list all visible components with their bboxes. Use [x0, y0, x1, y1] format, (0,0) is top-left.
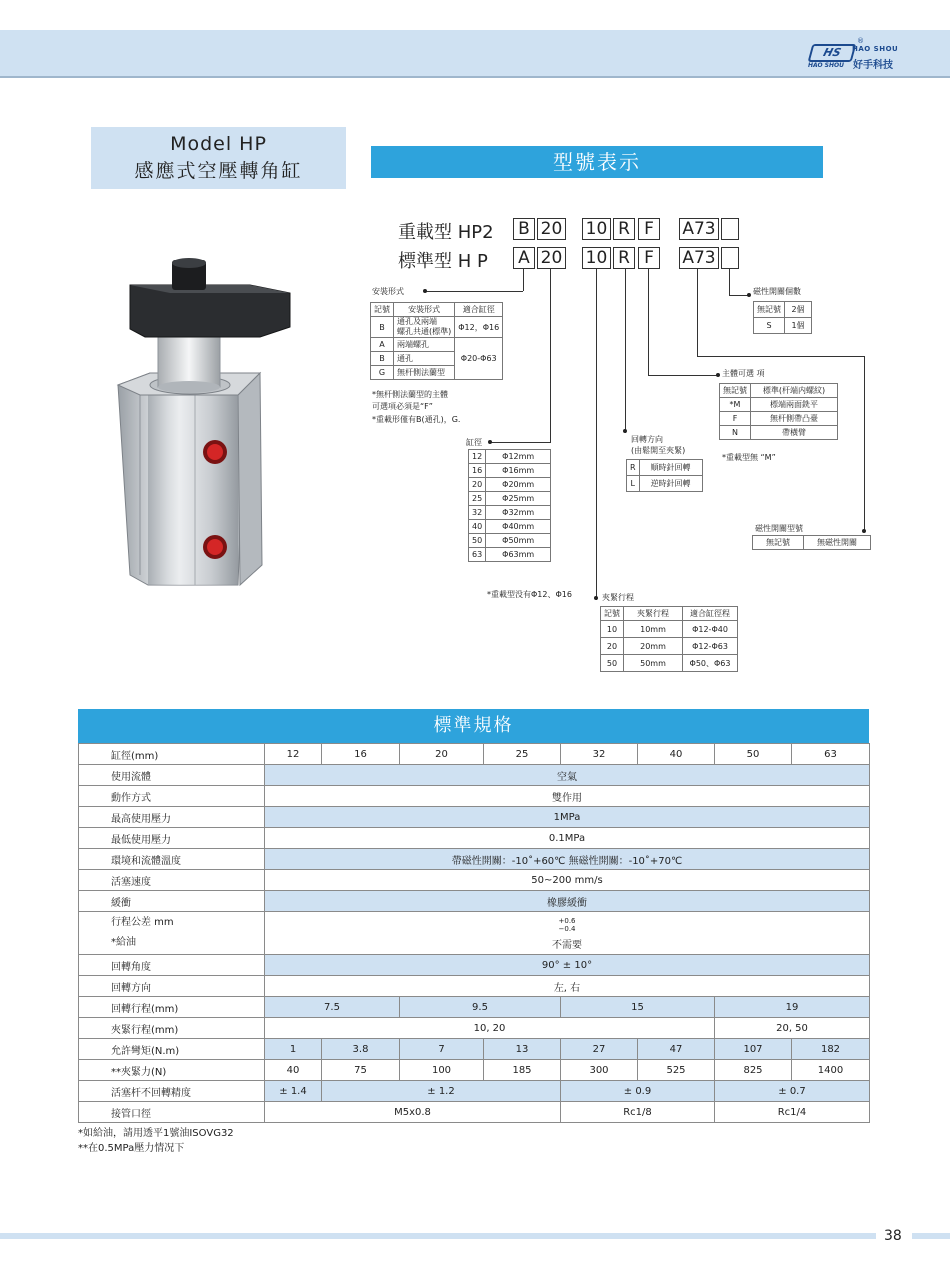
mount-fit: Φ20-Φ63 [455, 338, 503, 380]
spec-value: 525 [638, 1060, 715, 1081]
row-label: 活塞速度 [79, 870, 265, 891]
connector-option [648, 269, 649, 375]
mount-desc: 兩端螺孔 [394, 338, 455, 352]
header-band [0, 30, 950, 76]
model-title: Model HP [170, 133, 267, 155]
connector-count-h [729, 295, 749, 296]
mount-code: B [371, 317, 394, 338]
tol-plus: +0.6 [558, 917, 576, 925]
row-label: 回轉角度 [79, 955, 265, 976]
option-table [719, 383, 838, 440]
switch-type-table [752, 535, 871, 550]
code-heavy-count [721, 218, 739, 240]
bore-code: 16 [469, 464, 486, 478]
spec-title: 標準規格 [78, 709, 869, 743]
row-label: 動作方式 [79, 786, 265, 807]
row-label: 回轉方向 [79, 976, 265, 997]
bore-size: Φ20mm [486, 478, 551, 492]
bore-code: 12 [469, 450, 486, 464]
bore-size: Φ63mm [486, 548, 551, 562]
spec-note: *如給油，請用透平1號油ISOVG32 [78, 1128, 234, 1139]
switch-type-title: 磁性開關型號 [755, 524, 803, 533]
clamp-code: 20 [601, 638, 624, 655]
clamp-fit: Φ50、Φ63 [683, 655, 738, 672]
spec-value: 雙作用 [265, 786, 870, 807]
spec-value [265, 912, 870, 955]
option-header: 標準(杆端内螺紋) [751, 384, 838, 398]
connector-count [729, 269, 730, 295]
option-title: 主體可選 項 [722, 369, 765, 378]
bore-cell: 50 [715, 744, 792, 765]
row-label [79, 912, 265, 955]
code-standard-rotation: R [613, 247, 635, 269]
spec-value: ± 1.4 [265, 1081, 322, 1102]
switch-count-title: 磁性開關個數 [753, 287, 801, 296]
footer-band-right [912, 1233, 950, 1239]
option-desc: 無杆側帶凸臺 [751, 412, 838, 426]
spec-value: 47 [638, 1039, 715, 1060]
spec-value: 9.5 [400, 997, 561, 1018]
connector-option-dot [716, 373, 720, 377]
spec-value: ± 0.9 [561, 1081, 715, 1102]
bore-cell: 40 [638, 744, 715, 765]
bore-code: 32 [469, 506, 486, 520]
spec-value: ± 1.2 [322, 1081, 561, 1102]
bore-cell: 20 [400, 744, 484, 765]
option-desc: 帶橫臂 [751, 426, 838, 440]
spec-value: ± 0.7 [715, 1081, 870, 1102]
spec-value: 182 [792, 1039, 870, 1060]
bore-size: Φ32mm [486, 506, 551, 520]
spec-value: 825 [715, 1060, 792, 1081]
spec-value: Rc1/4 [715, 1102, 870, 1123]
code-heavy-mount: B [513, 218, 535, 240]
spec-value: M5x0.8 [265, 1102, 561, 1123]
spec-value: 10, 20 [265, 1018, 715, 1039]
code-standard-bore: 20 [537, 247, 566, 269]
mount-note: *無杆側法蘭型的主體 [372, 390, 448, 399]
clamp-code: 50 [601, 655, 624, 672]
spec-value: 100 [400, 1060, 484, 1081]
option-code: *M [720, 398, 751, 412]
mount-note: *重載形僅有B(通孔)，G. [372, 415, 461, 424]
spec-value: 20, 50 [715, 1018, 870, 1039]
spec-value: 40 [265, 1060, 322, 1081]
bore-size: Φ25mm [486, 492, 551, 506]
spec-value: 27 [561, 1039, 638, 1060]
mount-header: 適合缸徑 [455, 303, 503, 317]
rotation-table [626, 459, 703, 492]
connector-mount-dot [423, 289, 427, 293]
bore-size: Φ40mm [486, 520, 551, 534]
connector-bore [550, 269, 551, 443]
row-label: 夾緊行程(mm) [79, 1018, 265, 1039]
bore-cell: 32 [561, 744, 638, 765]
clamp-stroke: 50mm [624, 655, 683, 672]
row-label: 使用流體 [79, 765, 265, 786]
bore-cell: 16 [322, 744, 400, 765]
rotation-title: 回轉方向 [631, 435, 663, 444]
code-standard-stroke: 10 [582, 247, 611, 269]
connector-mount [523, 269, 524, 291]
switch-type-desc: 無磁性開關 [804, 536, 871, 550]
connector-rotation [625, 269, 626, 433]
switch-count-value: 2個 [785, 302, 812, 318]
clamp-header: 夾緊行程 [624, 607, 683, 621]
spec-value: 1400 [792, 1060, 870, 1081]
mount-header: 安裝形式 [394, 303, 455, 317]
connector-stroke [596, 269, 597, 600]
brand-logo: HS [808, 44, 857, 62]
mount-desc-line: 通孔及兩端 [397, 317, 437, 326]
connector-bore-dot [488, 440, 492, 444]
spec-value: 帶磁性開關：-10˚+60℃ 無磁性開關：-10˚+70℃ [265, 849, 870, 870]
connector-option-h [648, 375, 718, 376]
spec-value: 50~200 mm/s [265, 870, 870, 891]
mount-desc: 無杆側法蘭型 [394, 366, 455, 380]
clamp-header: 適合缸徑程 [683, 607, 738, 621]
mount-table [370, 302, 503, 380]
spec-value: 7.5 [265, 997, 400, 1018]
clamp-stroke: 10mm [624, 621, 683, 638]
option-desc: 標端兩面銑平 [751, 398, 838, 412]
tol-label: 行程公差 mm [111, 917, 174, 928]
bore-code: 20 [469, 478, 486, 492]
clamp-code: 10 [601, 621, 624, 638]
mount-note: 可選項必須是“F” [372, 402, 433, 411]
row-label: 最高使用壓力 [79, 807, 265, 828]
code-heavy-option: F [638, 218, 660, 240]
footer-band [0, 1233, 876, 1239]
spec-value: 15 [561, 997, 715, 1018]
spec-value: 90° ± 10° [265, 955, 870, 976]
option-code: F [720, 412, 751, 426]
bore-cell: 25 [484, 744, 561, 765]
spec-note: **在0.5MPa壓力情况下 [78, 1143, 185, 1154]
brand-name-en: HAO SHOU [852, 45, 899, 53]
row-label: 回轉行程(mm) [79, 997, 265, 1018]
connector-rotation-dot [623, 429, 627, 433]
model-subtitle: 感應式空壓轉角缸 [134, 160, 303, 182]
connector-switch-dot [862, 529, 866, 533]
spec-value: 185 [484, 1060, 561, 1081]
code-standard-switch: A73 [679, 247, 719, 269]
clamp-fit: Φ12-Φ63 [683, 638, 738, 655]
mount-header: 記號 [371, 303, 394, 317]
connector-switch [697, 269, 698, 356]
code-heavy-stroke: 10 [582, 218, 611, 240]
bore-size: Φ50mm [486, 534, 551, 548]
mount-desc-line: 螺孔共通(標準) [397, 327, 452, 336]
clamp-stroke: 20mm [624, 638, 683, 655]
spec-value: 1 [265, 1039, 322, 1060]
row-label: 允許彎矩(N.m) [79, 1039, 265, 1060]
mount-code: B [371, 352, 394, 366]
spec-value: 7 [400, 1039, 484, 1060]
switch-count-table [753, 301, 812, 334]
spec-value: 左, 右 [265, 976, 870, 997]
mount-title: 安裝形式 [372, 287, 404, 296]
bore-size: Φ16mm [486, 464, 551, 478]
mount-code: A [371, 338, 394, 352]
code-standard-label: 標準型 H P [398, 251, 488, 272]
spec-value: 107 [715, 1039, 792, 1060]
clamp-header: 記號 [601, 607, 624, 621]
row-label: **夾緊力(N) [79, 1060, 265, 1081]
switch-count-code: 無記號 [754, 302, 785, 318]
row-label: 活塞杆不回轉精度 [79, 1081, 265, 1102]
brand-name-en-small: HAO SHOU [808, 62, 844, 69]
code-standard-count [721, 247, 739, 269]
spec-value: 橡膠緩衝 [265, 891, 870, 912]
row-label: 最低使用壓力 [79, 828, 265, 849]
rotation-code: R [627, 460, 640, 476]
option-code: N [720, 426, 751, 440]
option-header: 無記號 [720, 384, 751, 398]
connector-switch-v [864, 356, 865, 532]
spec-value: 3.8 [322, 1039, 400, 1060]
spec-value: 19 [715, 997, 870, 1018]
cylinder-illustration [100, 255, 300, 590]
mount-desc [394, 317, 455, 338]
connector-switch-h [697, 356, 865, 357]
rotation-code: L [627, 476, 640, 492]
switch-count-value: 1個 [785, 318, 812, 334]
lube-value: 不需要 [552, 940, 582, 951]
switch-count-code: S [754, 318, 785, 334]
rotation-desc: 逆時針回轉 [639, 476, 702, 492]
spec-value: 75 [322, 1060, 400, 1081]
option-note: *重載型無 “M” [722, 453, 776, 462]
code-standard-option: F [638, 247, 660, 269]
section-title: 型號表示 [371, 146, 823, 178]
bore-code: 25 [469, 492, 486, 506]
mount-fit: Φ12，Φ16 [455, 317, 503, 338]
spec-value: 1MPa [265, 807, 870, 828]
code-heavy-rotation: R [613, 218, 635, 240]
rotation-desc: 順時針回轉 [639, 460, 702, 476]
bore-note: *重載型没有Φ12、Φ16 [487, 590, 572, 599]
bore-title: 缸徑 [466, 438, 482, 447]
spec-table [78, 743, 870, 1123]
code-heavy-label: 重載型 HP2 [398, 222, 494, 243]
model-title-box [91, 127, 346, 189]
row-label: 缸徑(mm) [79, 744, 265, 765]
bore-cell: 12 [265, 744, 322, 765]
connector-mount-h [425, 291, 523, 292]
clamp-title: 夾緊行程 [602, 593, 634, 602]
code-heavy-bore: 20 [537, 218, 566, 240]
spec-value: 空氣 [265, 765, 870, 786]
bore-size: Φ12mm [486, 450, 551, 464]
spec-value: 0.1MPa [265, 828, 870, 849]
mount-code: G [371, 366, 394, 380]
row-label: 緩衝 [79, 891, 265, 912]
mount-desc: 通孔 [394, 352, 455, 366]
code-heavy-switch: A73 [679, 218, 719, 240]
clamp-table [600, 606, 738, 672]
tol-minus: −0.4 [558, 925, 576, 933]
page-number: 38 [884, 1228, 902, 1244]
lube-label: *給油 [111, 937, 136, 948]
row-label: 接管口徑 [79, 1102, 265, 1123]
bore-cell: 63 [792, 744, 870, 765]
rotation-subtitle: (由鬆開至夾緊) [631, 446, 686, 455]
spec-value: 300 [561, 1060, 638, 1081]
connector-stroke-dot [594, 596, 598, 600]
spec-value: Rc1/8 [561, 1102, 715, 1123]
connector-count-dot [747, 293, 751, 297]
bore-code: 50 [469, 534, 486, 548]
brand-name-cn: 好手科技 [853, 60, 893, 71]
bore-code: 63 [469, 548, 486, 562]
header-line [0, 76, 950, 78]
bore-table [468, 449, 551, 562]
spec-value: 13 [484, 1039, 561, 1060]
row-label: 環境和流體溫度 [79, 849, 265, 870]
code-standard-mount: A [513, 247, 535, 269]
clamp-fit: Φ12-Φ40 [683, 621, 738, 638]
brand-reg-mark: ® [857, 37, 864, 45]
connector-bore-h [490, 442, 550, 443]
switch-type-code: 無記號 [753, 536, 804, 550]
bore-code: 40 [469, 520, 486, 534]
